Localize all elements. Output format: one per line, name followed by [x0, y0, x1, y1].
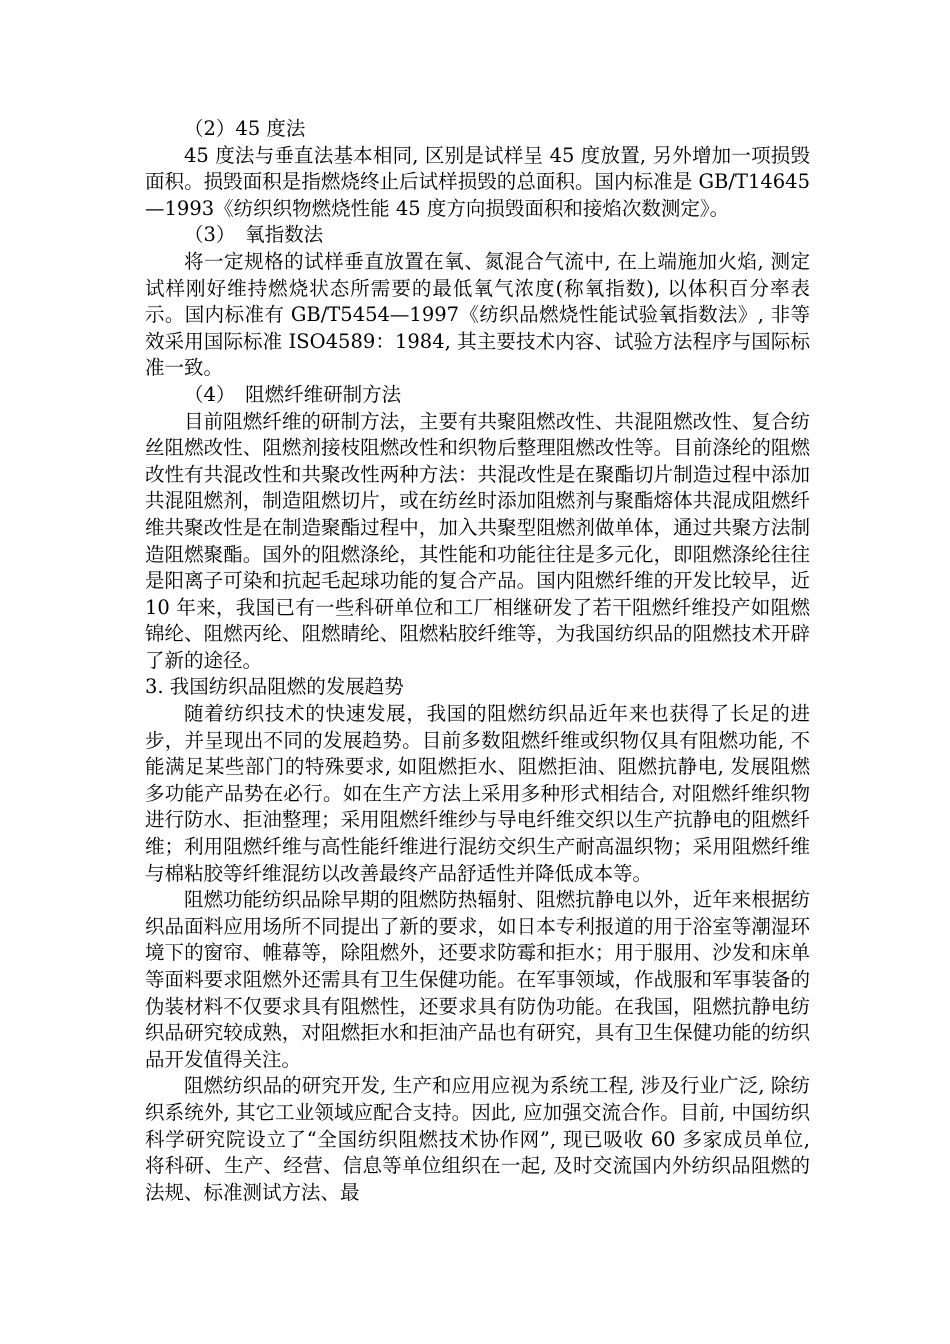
paragraph-oxygen-index-method: 将一定规格的试样垂直放置在氧、氮混合气流中, 在上端施加火焰, 测定试样刚好维持燃烧状态所需要的最低氧气浓度(称氧指数), 以体积百分率表示。国内标准有 GB/T5454—1997《纺织品燃烧性能试验氧指数法》, 非等效采用国际标准 ISO4589：1984, 其主要技术内容、试验方法程序与国际标准一致。 — [145, 249, 810, 380]
section-heading-development-trend: 3. 我国纺织品阻燃的发展趋势 — [145, 675, 404, 699]
paragraph-trend-2: 阻燃功能纺织品除早期的阻燃防热辐射、阻燃抗静电以外，近年来根据纺织品面料应用场所不同提出了新的要求，如日本专利报道的用于浴室等潮湿环境下的窗帘、帷幕等，除阻燃外，还要求防霉和拒水；用于服用、沙发和床单等面料要求阻燃外还需具有卫生保健功能。在军事领域，作战服和军事装备的伪装材料不仅要求具有阻燃性，还要求具有防伪功能。在我国，阻燃抗静电纺织品研究较成熟，对阻燃拒水和拒油产品也有研究，具有卫生保健功能的纺织品开发值得关注。 — [145, 888, 810, 1071]
document-body — [145, 116, 810, 1206]
paragraph-fiber-methods: 目前阻燃纤维的研制方法，主要有共聚阻燃改性、共混阻燃改性、复合纺丝阻燃改性、阻燃剂接枝阻燃改性和织物后整理阻燃改性等。目前涤纶的阻燃改性有共混改性和共聚改性两种方法：共混改性是在聚酯切片制造过程中添加共混阻燃剂，制造阻燃切片，或在纺丝时添加阻燃剂与聚酯熔体共混成阻燃纤维共聚改性是在制造聚酯过程中，加入共聚型阻燃剂做单体，通过共聚方法制造阻燃聚酯。国外的阻燃涤纶，其性能和功能往往是多元化，即阻燃涤纶往往是阳离子可染和抗起毛起球功能的复合产品。国内阻燃纤维的开发比较早，近 10 年来，我国已有一些科研单位和工厂相继研发了若干阻燃纤维投产如阻燃锦纶、阻燃丙纶、阻燃睛纶、阻燃粘胶纤维等，为我国纺织品的阻燃技术开辟了新的途径。 — [145, 409, 810, 672]
section-heading-oxygen-index: （3） 氧指数法 — [184, 223, 324, 247]
paragraph-45-degree-method: 45 度法与垂直法基本相同, 区别是试样呈 45 度放置, 另外增加一项损毁面积。损毁面积是指燃烧终止后试样损毁的总面积。国内标准是 GB/T14645—1993《纺织织物燃烧性能 45 度方向损毁面积和接焰次数测定》。 — [145, 143, 810, 220]
section-heading-fiber-methods: （4） 阻燃纤维研制方法 — [184, 382, 402, 406]
section-heading-45-degree: （2）45 度法 — [184, 117, 306, 140]
paragraph-trend-1: 随着纺织技术的快速发展，我国的阻燃纺织品近年来也获得了长足的进步，并呈现出不同的发展趋势。目前多数阻燃纤维或织物仅具有阻燃功能, 不能满足某些部门的特殊要求, 如阻燃拒水、阻燃拒油、阻燃抗静电, 发展阻燃多功能产品势在必行。如在生产方法上采用多种形式相结合, 对阻燃纤维织物进行防水、拒油整理；采用阻燃纤维纱与导电纤维交织以生产抗静电的阻燃纤维；利用阻燃纤维与高性能纤维进行混纺交织生产耐高温织物；采用阻燃纤维与棉粘胶等纤维混纺以改善最终产品舒适性并降低成本等。 — [145, 702, 810, 885]
paragraph-trend-3: 阻燃纺织品的研究开发, 生产和应用应视为系统工程, 涉及行业广泛, 除纺织系统外, 其它工业领域应配合支持。因此, 应加强交流合作。目前, 中国纺织科学研究院设立了“全国纺织阻燃技术协作网”, 现已吸收 60 多家成员单位, 将科研、生产、经营、信息等单位组织在一起, 及时交流国内外纺织品阻燃的法规、标准测试方法、最 — [145, 1074, 810, 1204]
